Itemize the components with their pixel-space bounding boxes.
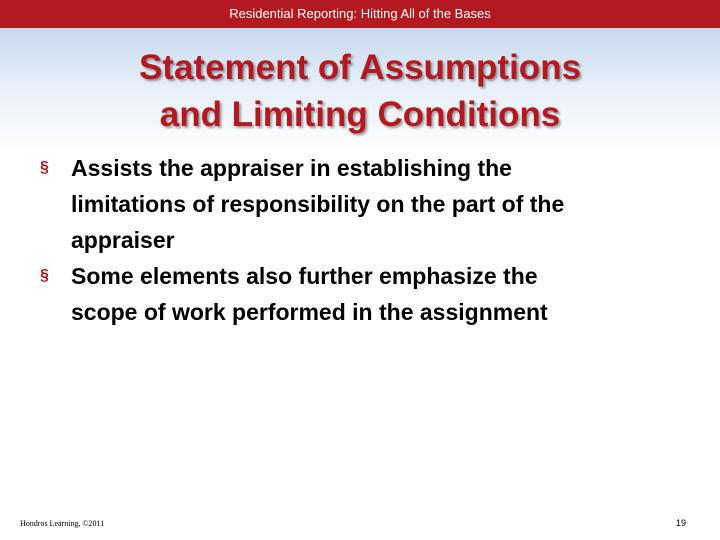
bullet-marker-icon: § (40, 159, 49, 176)
bullet-line: appraiser (71, 227, 175, 253)
bullet-item (40, 150, 700, 258)
page-number: 19 (675, 518, 686, 528)
slide-title (0, 44, 720, 138)
bullet-line: limitations of responsibility on the part of the (71, 191, 565, 217)
bullet-marker-icon: § (40, 267, 49, 284)
bullet-line: scope of work performed in the assignment (71, 299, 548, 325)
bullet-list (40, 150, 700, 330)
bullet-line: Assists the appraiser in establishing the (71, 155, 512, 181)
footer-copyright: Hondros Learning, ©2011 (20, 519, 105, 528)
bullet-line: Some elements also further emphasize the (71, 263, 538, 289)
header-bar: Residential Reporting: Hitting All of the Bases (0, 0, 720, 28)
bullet-item (40, 258, 700, 330)
title-line-2: and Limiting Conditions (159, 95, 561, 134)
title-line-1: Statement of Assumptions (138, 48, 582, 87)
